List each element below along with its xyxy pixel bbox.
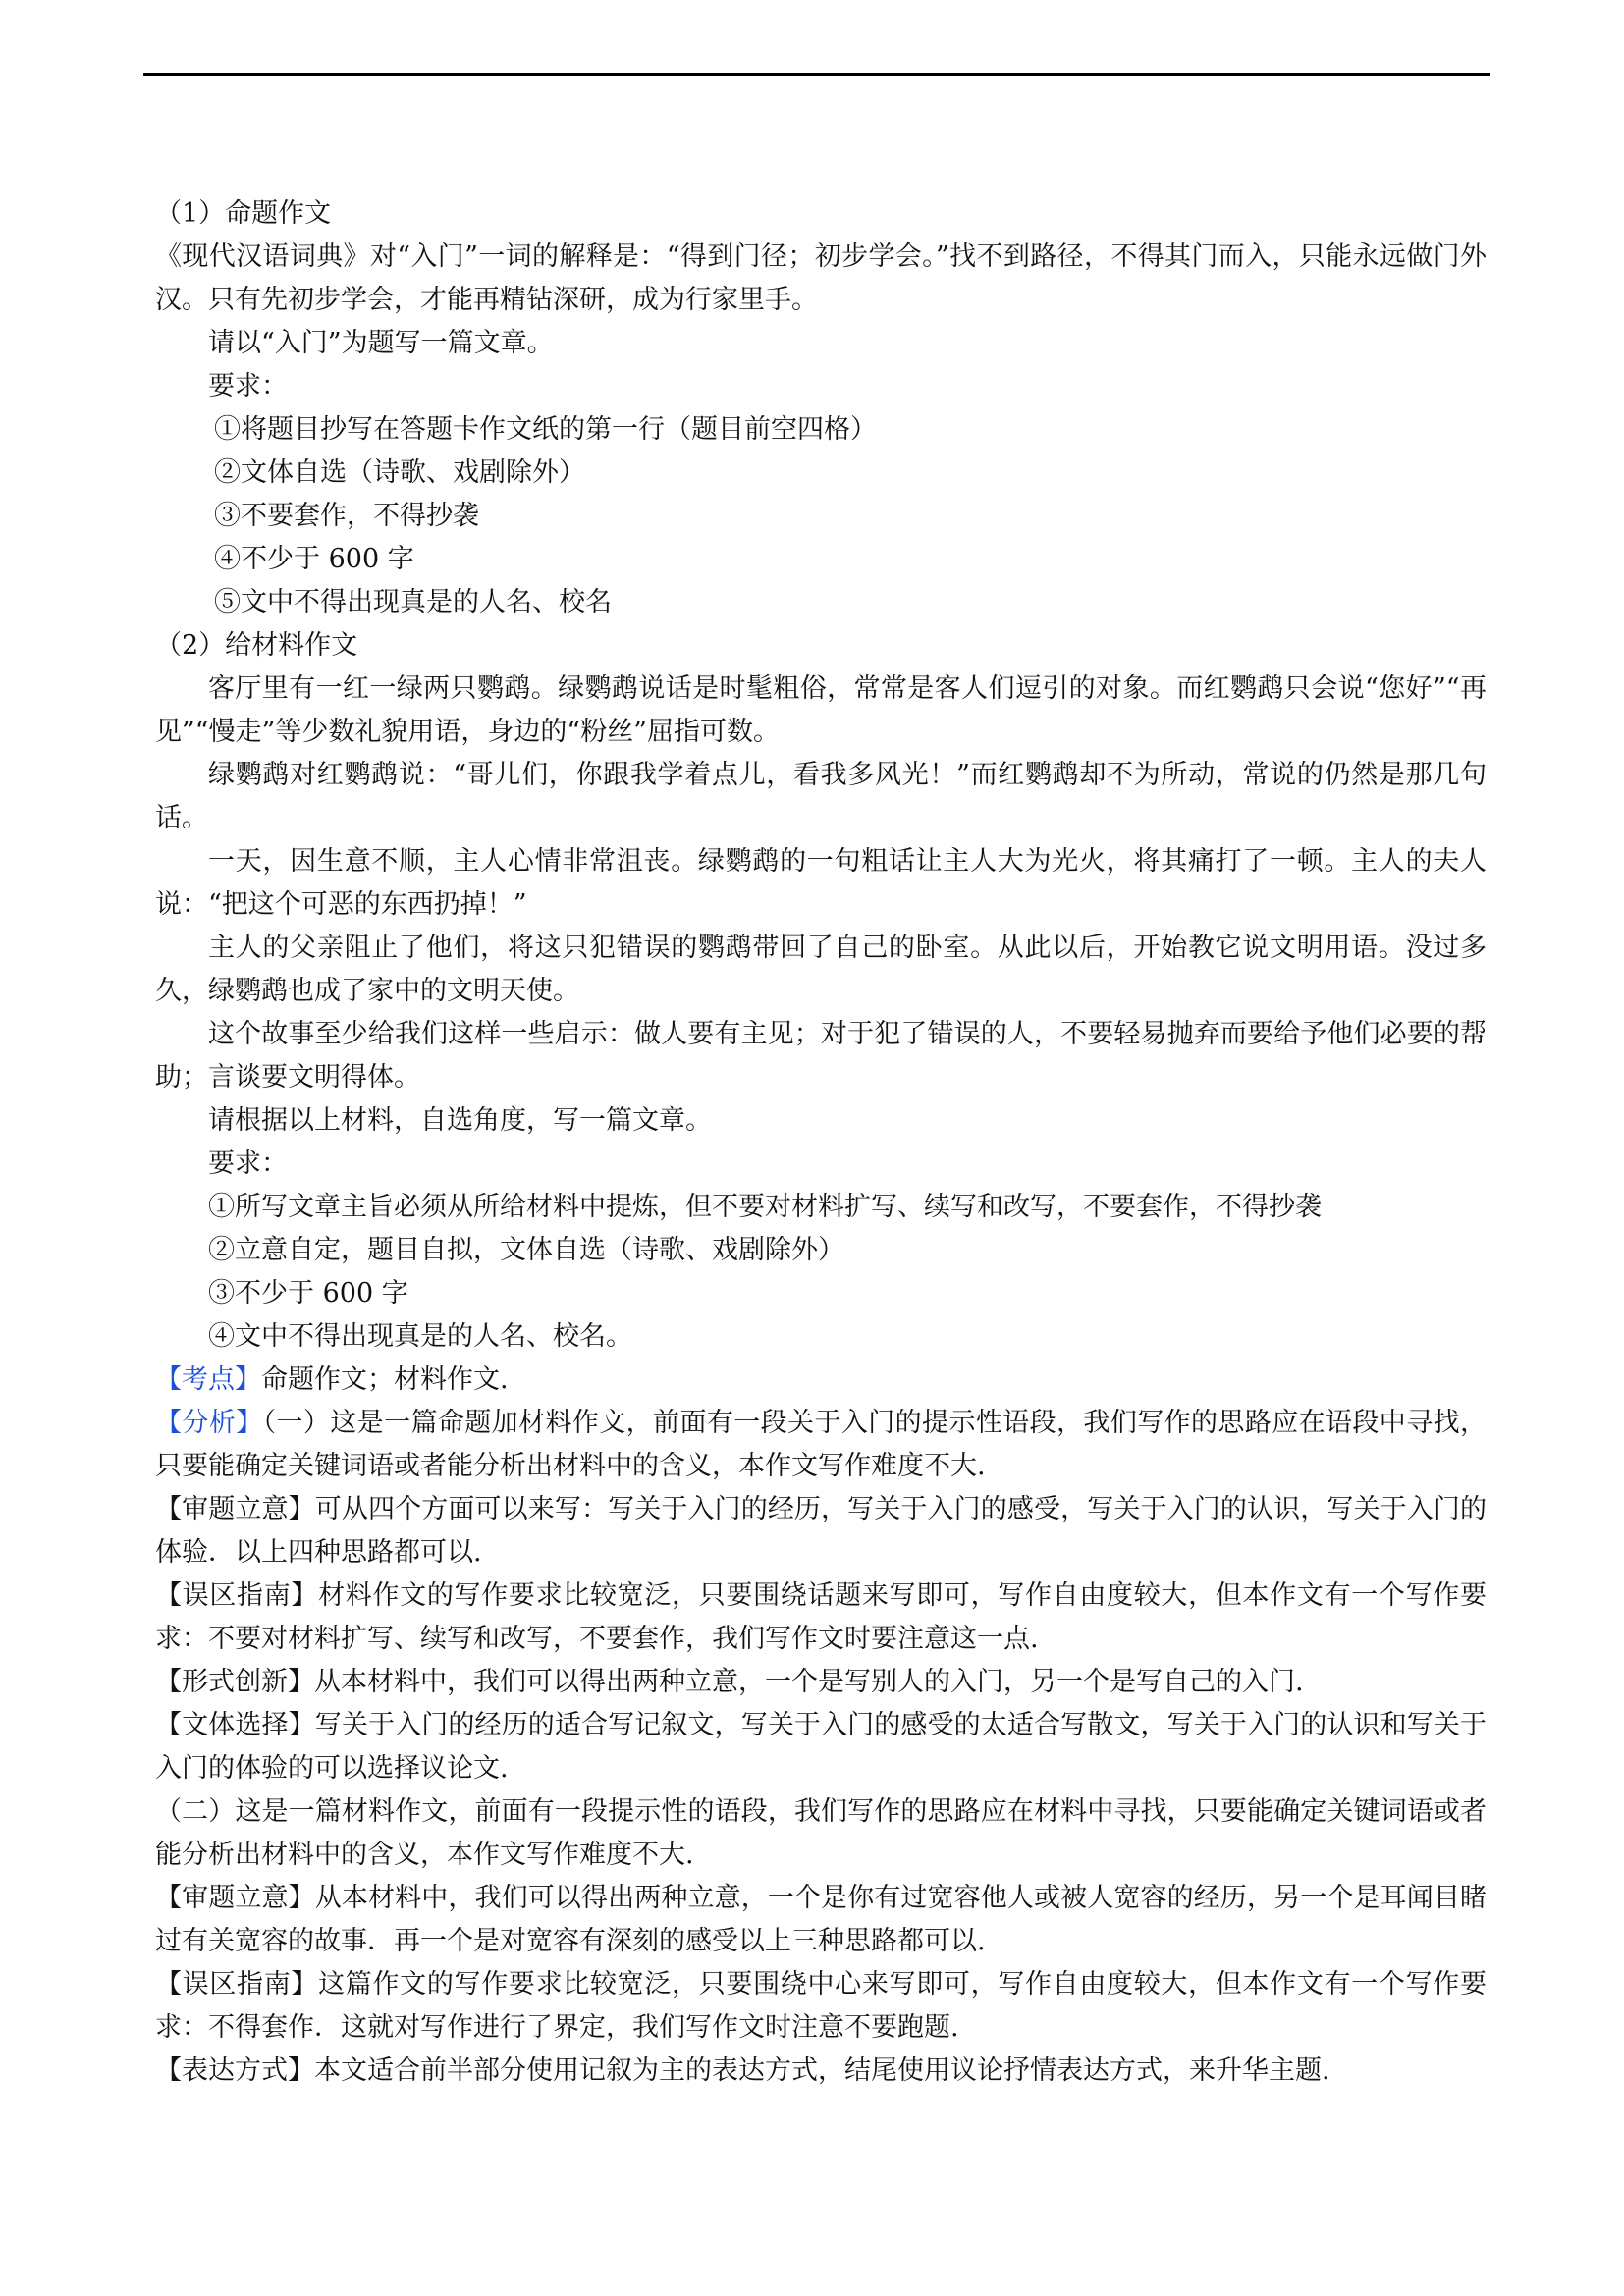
q1-requirements-label: 要求：	[208, 371, 288, 401]
q2-paragraph: 绿鹦鹉对红鹦鹉说：“哥儿们，你跟我学着点儿，看我多风光！”而红鹦鹉却不为所动，常说的仍然是那几句话。	[155, 760, 1487, 833]
analysis-item	[155, 1963, 1487, 2050]
q2-paragraph: 客厅里有一红一绿两只鹦鹉。绿鹦鹉说话是时髦粗俗，常常是客人们逗引的对象。而红鹦鹉只会说“您好”“再见”“慢走”等少数礼貌用语，身边的“粉丝”屈指可数。	[155, 673, 1487, 747]
q2-requirement: ④文中不得出现真是的人名、校名。	[208, 1321, 632, 1352]
analysis-tag: 【文体选择】	[155, 1710, 315, 1740]
analysis-item	[155, 2050, 1487, 2093]
header-rule	[143, 73, 1490, 76]
analysis-text: 从本材料中，我们可以得出两种立意，一个是你有过宽容他人或被人宽容的经历，另一个是耳闻目睹过有关宽容的故事．再一个是对宽容有深刻的感受以上三种思路都可以.	[155, 1883, 1487, 1956]
q1-intro: 《现代汉语词典》对“入门”一词的解释是：“得到门径；初步学会。”找不到路径，不得其门而入，只能永远做门外汉。只有先初步学会，才能再精钻深研，成为行家里手。	[155, 241, 1487, 315]
analysis-tag: 【审题立意】	[155, 1494, 315, 1524]
analysis-text: 从本材料中，我们可以得出两种立意，一个是写别人的入门，另一个是写自己的入门.	[314, 1667, 1304, 1697]
q1-instruction: 请以“入门”为题写一篇文章。	[208, 328, 554, 358]
q2-paragraph: 请根据以上材料，自选角度，写一篇文章。	[208, 1105, 712, 1136]
q1-requirement: ⑤文中不得出现真是的人名、校名	[214, 587, 612, 617]
fenxi-text: （一）这是一篇命题加材料作文，前面有一段关于入门的提示性语段，我们写作的思路应在语段中寻找，只要能确定关键词语或者能分析出材料中的含义，本作文写作难度不大.	[155, 1408, 1487, 1481]
analysis-text: 这篇作文的写作要求比较宽泛，只要围绕中心来写即可，写作自由度较大，但本作文有一个写作要求：不得套作．这就对写作进行了界定，我们写作文时注意不要跑题.	[155, 1969, 1487, 2043]
analysis-text: 写关于入门的经历的适合写记叙文，写关于入门的感受的太适合写散文，写关于入门的认识和写关于入门的体验的可以选择议论文.	[155, 1710, 1487, 1784]
kaodian-line	[155, 1359, 1487, 1402]
part2-intro: （二）这是一篇材料作文，前面有一段提示性的语段，我们写作的思路应在材料中寻找，只要能确定关键词语或者能分析出材料中的含义，本作文写作难度不大.	[155, 1796, 1487, 1870]
kaodian-tag: 【考点】	[155, 1364, 261, 1395]
fenxi-tag: 【分析】	[155, 1408, 263, 1438]
analysis-item	[155, 1488, 1487, 1575]
q1-requirement: ③不要套作，不得抄袭	[214, 501, 479, 531]
analysis-item	[155, 1575, 1487, 1661]
analysis-tag: 【形式创新】	[155, 1667, 314, 1697]
analysis-item	[155, 1704, 1487, 1790]
analysis-tag: 【审题立意】	[155, 1883, 315, 1913]
q2-paragraph: 一天，因生意不顺，主人心情非常沮丧。绿鹦鹉的一句粗话让主人大为光火，将其痛打了一顿。主人的夫人说：“把这个可恶的东西扔掉！”	[155, 846, 1487, 920]
analysis-item	[155, 1877, 1487, 1963]
document-body	[155, 192, 1487, 2093]
kaodian-text: 命题作文；材料作文.	[261, 1364, 509, 1395]
analysis-item	[155, 1661, 1487, 1704]
q1-requirement: ④不少于 600 字	[214, 544, 414, 574]
analysis-tag: 【误区指南】	[155, 1580, 319, 1611]
q2-requirement: ①所写文章主旨必须从所给材料中提炼，但不要对材料扩写、续写和改写，不要套作，不得抄袭	[208, 1192, 1322, 1222]
q2-paragraph: 这个故事至少给我们这样一些启示：做人要有主见；对于犯了错误的人，不要轻易抛弃而要给予他们必要的帮助；言谈要文明得体。	[155, 1019, 1487, 1093]
analysis-tag: 【表达方式】	[155, 2056, 314, 2086]
q2-requirement: ②立意自定，题目自拟，文体自选（诗歌、戏剧除外）	[208, 1235, 844, 1265]
q2-heading: （2）给材料作文	[155, 630, 358, 661]
analysis-text: 可从四个方面可以来写：写关于入门的经历，写关于入门的感受，写关于入门的认识，写关于入门的体验．以上四种思路都可以.	[155, 1494, 1487, 1568]
fenxi-line	[155, 1402, 1487, 1488]
analysis-text: 本文适合前半部分使用记叙为主的表达方式，结尾使用议论抒情表达方式，来升华主题.	[314, 2056, 1330, 2086]
q2-paragraph: 主人的父亲阻止了他们，将这只犯错误的鹦鹉带回了自己的卧室。从此以后，开始教它说文明用语。没过多久，绿鹦鹉也成了家中的文明天使。	[155, 933, 1487, 1006]
q1-requirement: ②文体自选（诗歌、戏剧除外）	[214, 457, 585, 488]
q2-requirement: ③不少于 600 字	[208, 1278, 408, 1308]
q2-requirements-label: 要求：	[208, 1148, 288, 1179]
analysis-text: 材料作文的写作要求比较宽泛，只要围绕话题来写即可，写作自由度较大，但本作文有一个写作要求：不要对材料扩写、续写和改写，不要套作，我们写作文时要注意这一点.	[155, 1580, 1487, 1654]
q1-heading: （1）命题作文	[155, 198, 332, 229]
analysis-tag: 【误区指南】	[155, 1969, 319, 2000]
q1-requirement: ①将题目抄写在答题卡作文纸的第一行（题目前空四格）	[214, 414, 877, 445]
